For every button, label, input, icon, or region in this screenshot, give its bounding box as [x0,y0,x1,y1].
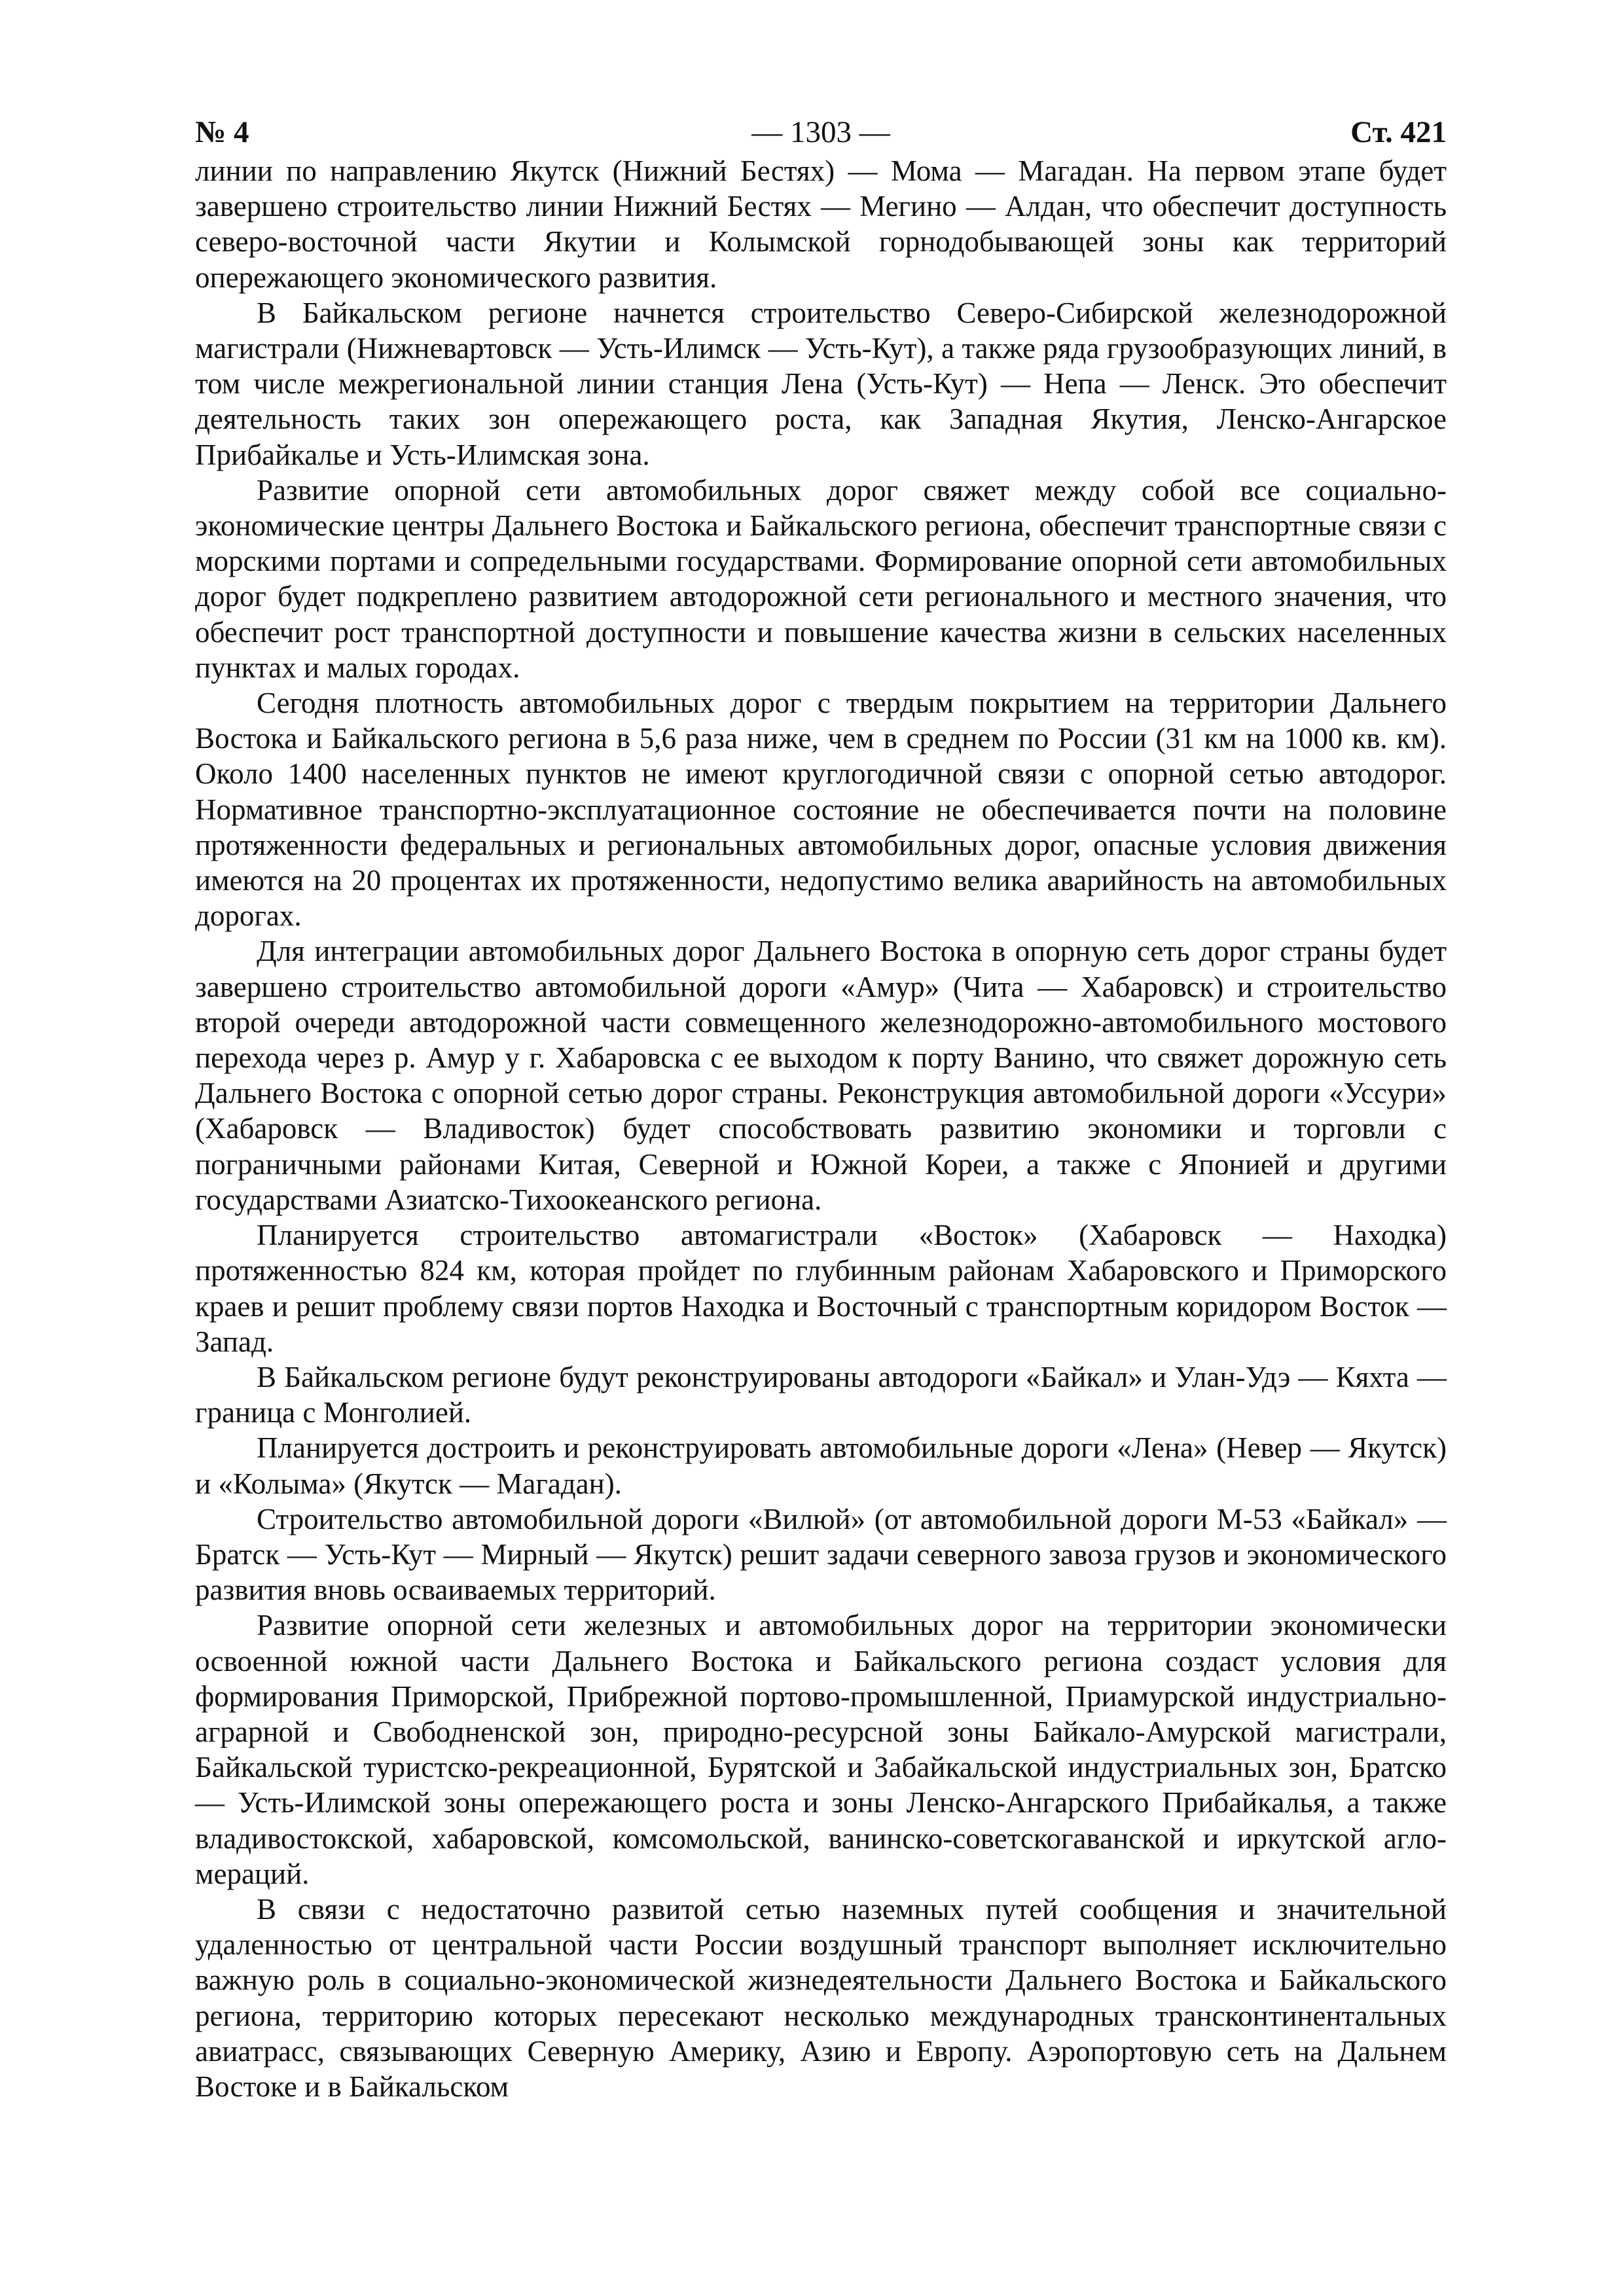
page-header [195,111,1447,153]
paragraph: В Байкальском регионе будут реконструированы автодороги «Байкал» и Улан-Удэ — Кяхта — граница с Монголией. [195,1360,1447,1429]
issue-number: № 4 [195,115,249,149]
paragraph: В связи с недостаточно развитой сетью наземных путей сообщения и значительной удаленностью от центральной части России воздушный транспорт выполняет исключительно важную роль в социально-экономической жизнедеятельности Дальнего Востока и Байкальского региона, территорию которых пересекают несколько международных трансконтинентальных авиатрасс, связывающих Северную Америку, Азию и Европу. Аэропортовую сеть на Дальнем Востоке и в Байкальском [195,1892,1447,2103]
paragraph: Для интеграции автомобильных дорог Дальнего Востока в опорную сеть дорог страны будет завершено строительство автомобильной дороги «Амур» (Чита — Хабаровск) и строительство второй очереди автодорожной части совмещенного железнодорожно-автомобильного мостового перехода через р. Амур у г. Хабаровска с ее выходом к порту Ванино, что свяжет дорожную сеть Дальнего Востока с опорной сетью дорог страны. Реконструкция автомобильной дороги «Уссури» (Хабаровск — Владивосток) будет способствовать развитию экономики и торговли с пограничными районами Китая, Северной и Южной Кореи, а также с Японией и другими государствами Азиатско-Тихоокеанского региона. [195,935,1447,1216]
article-number: Ст. 421 [1350,115,1447,149]
paragraph: линии по направлению Якутск (Нижний Бестях) — Мома — Магадан. На первом этапе будет завершено строительство линии Нижний Бестях — Мегино — Алдан, что обеспечит доступность северо-восточной части Якутии и Колымской горнодобывающей зоны как территорий опережающего экономического развития. [195,154,1447,294]
paragraph: Развитие опорной сети автомобильных дорог свяжет между собой все социально-экономические центры Дальнего Востока и Байкальского региона, обеспечит транспортные связи с морскими портами и сопредельными государствами. Формирование опорной сети автомобильных дорог будет подкреплено развитием автодорожной сети регионального и местного значения, что обеспечит рост транспортной доступности и повышение качества жизни в сельских населенных пунктах и малых городах. [195,473,1447,684]
document-page [195,111,1447,2104]
document-body [195,153,1447,2104]
paragraph: Строительство автомобильной дороги «Вилюй» (от автомобильной дороги М-53 «Байкал» — Братск — Усть-Кут — Мирный — Якутск) решит задачи северного завоза грузов и экономического развития вновь осваиваемых территорий. [195,1502,1447,1607]
paragraph: Сегодня плотность автомобильных дорог с твердым покрытием на территории Дальнего Востока и Байкальского региона в 5,6 раза ниже, чем в среднем по России (31 км на 1000 кв. км). Около 1400 населенных пунктов не имеют круглогодичной связи с опорной сетью автодорог. Нормативное транспортно-эксплуатационное состояние не обеспечивается почти на половине протяженности федеральных и региональных автомобильных дорог, опасные условия движения имеются на 20 процентах их протяженности, недопустимо велика аварийность на автомобильных дорогах. [195,687,1447,933]
paragraph: Планируется достроить и реконструировать автомобильные дороги «Лена» (Невер — Якутск) и «Колыма» (Якутск — Магадан). [195,1431,1447,1500]
paragraph: Развитие опорной сети железных и автомобильных дорог на территории экономически освоенной южной части Дальнего Востока и Байкальского региона создаст условия для формирования Приморской, Прибрежной портово-промышленной, Приамурской индустриально-аграрной и Свободненской зон, природно-ресурсной зоны Байкало-Амурской магистрали, Байкальской туристско-рекреационной, Бурятской и Забайкальской индустриальных зон, Братско — Усть-Илимской зоны опережающего роста и зоны Ленско-Ангарского Прибайкалья, а также владивостокской, хабаровской, комсомольской, ванинско-советскогаванской и иркутской агломераций. [195,1609,1447,1890]
paragraph: В Байкальском регионе начнется строительство Северо-Сибирской железнодорожной магистрали (Нижневартовск — Усть-Илимск — Усть-Кут), а также ряда грузообразующих линий, в том числе межрегиональной линии станция Лена (Усть-Кут) — Непа — Ленск. Это обеспечит деятельность таких зон опережающего роста, как Западная Якутия, Ленско-Ангарское Прибайкалье и Усть-Илимская зона. [195,296,1447,471]
page-number: — 1303 — [751,115,890,149]
paragraph: Планируется строительство автомагистрали «Восток» (Хабаровск — Находка) протяженностью 824 км, которая пройдет по глубинным районам Хабаровского и Приморского краев и решит проблему связи портов Находка и Восточный с транспортным коридором Восток — Запад. [195,1219,1447,1358]
